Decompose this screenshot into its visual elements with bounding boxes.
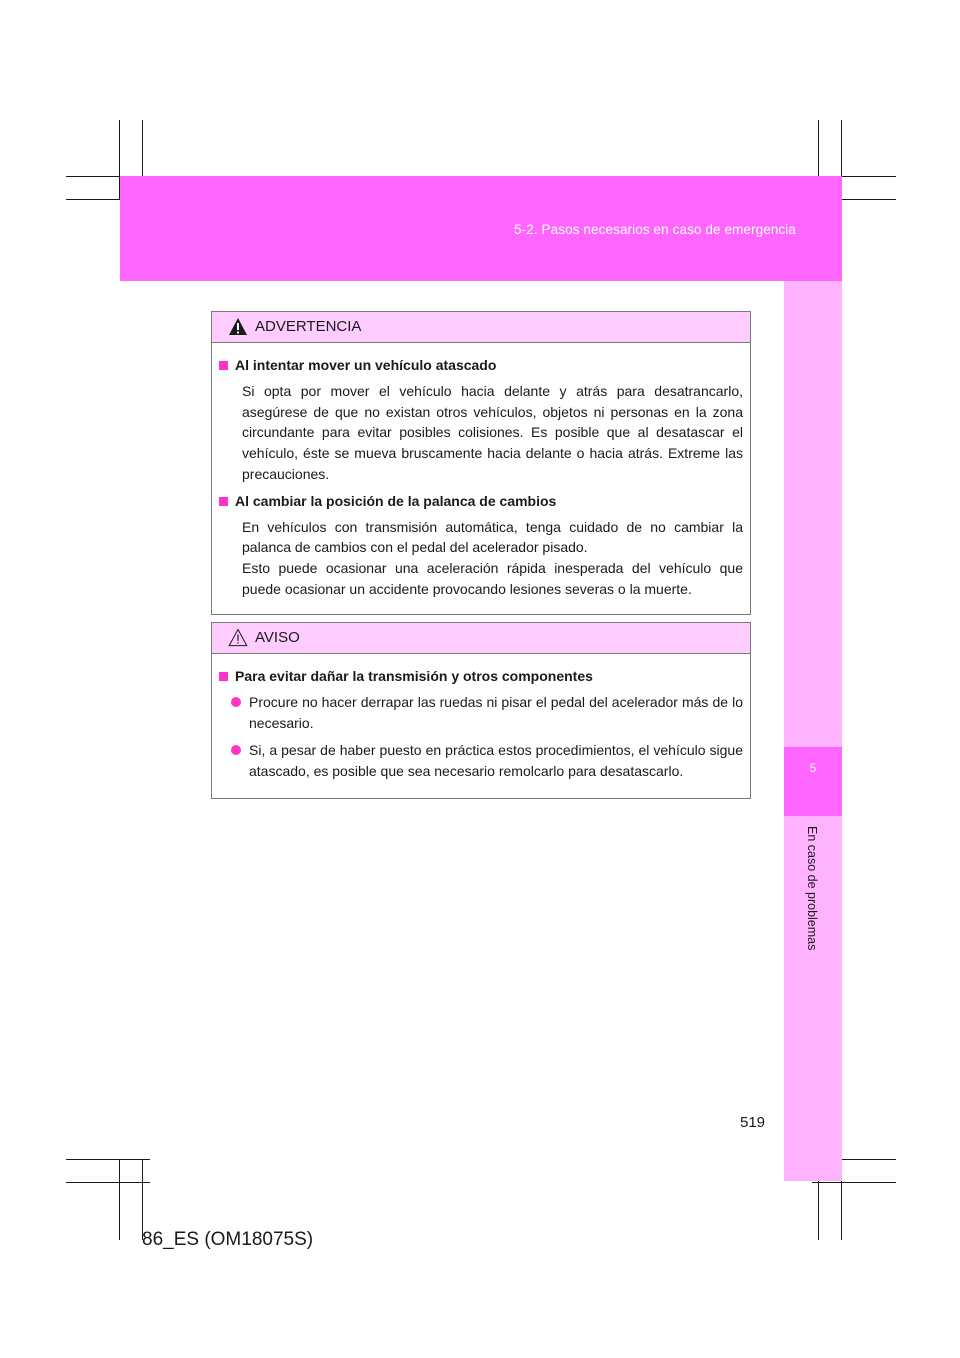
- chapter-title: En caso de problemas: [805, 826, 819, 951]
- warning-box: [211, 311, 751, 615]
- warning-triangle-filled-icon: [228, 317, 248, 336]
- crop-mark: [812, 1182, 896, 1183]
- round-bullet-icon: [231, 745, 241, 755]
- notice-box-title: AVISO: [255, 629, 300, 646]
- warning-paragraph: Esto puede ocasionar una aceleración rápida inesperada del vehículo que puede ocasionar un accidente provocando lesiones severas o la muerte.: [242, 560, 743, 597]
- chapter-number: 5: [809, 761, 817, 775]
- warning-box-header: [212, 312, 750, 343]
- chapter-side-tab: [784, 281, 842, 1181]
- section-title: 5-2. Pasos necesarios en caso de emergencia: [514, 222, 796, 237]
- crop-mark: [66, 1182, 150, 1183]
- square-bullet-icon: [219, 361, 228, 370]
- warning-paragraph: Si opta por mover el vehículo hacia delante y atrás para desatrancarlo, asegúrese de que no existan otros vehículos, objetos ni personas en la zona circundante para evitar posibles colisiones. Es posible que al desatascar el vehículo, éste se mueva bruscamente hacia delante o hacia atrás. Extreme las precauciones.: [242, 382, 743, 482]
- round-bullet-icon: [231, 697, 241, 707]
- square-bullet-icon: [219, 672, 228, 681]
- notice-bullet-item: Procure no hacer derrapar las ruedas ni pisar el pedal del acelerador más de lo necesario.: [231, 692, 743, 734]
- notice-box-header: [212, 623, 750, 654]
- warning-paragraph: En vehículos con transmisión automática, tenga cuidado de no cambiar la palanca de cambios con el pedal del acelerador pisado.: [242, 518, 743, 556]
- notice-box-body: [212, 654, 750, 798]
- notice-section-heading: Para evitar dañar la transmisión y otros componentes: [219, 666, 743, 687]
- document-code: 86_ES (OM18075S): [142, 1229, 314, 1250]
- notice-bullet-item: Si, a pesar de haber puesto en práctica estos procedimientos, el vehículo sigue atascado, es posible que sea necesario remolcarlo para desatascarlo.: [231, 740, 743, 782]
- warning-box-body: [212, 343, 750, 614]
- warning-section-heading: Al intentar mover un vehículo atascado: [219, 355, 743, 376]
- caution-triangle-outline-icon: [228, 628, 248, 647]
- crop-mark: [119, 1160, 120, 1240]
- notice-box: [211, 622, 751, 799]
- page-header: [120, 176, 842, 281]
- crop-mark: [142, 1160, 143, 1240]
- crop-mark: [66, 1159, 150, 1160]
- square-bullet-icon: [219, 497, 228, 506]
- warning-section-heading: Al cambiar la posición de la palanca de cambios: [219, 491, 743, 512]
- warning-box-title: ADVERTENCIA: [255, 318, 362, 335]
- page-number: 519: [740, 1114, 766, 1131]
- chapter-number-badge: [784, 747, 842, 816]
